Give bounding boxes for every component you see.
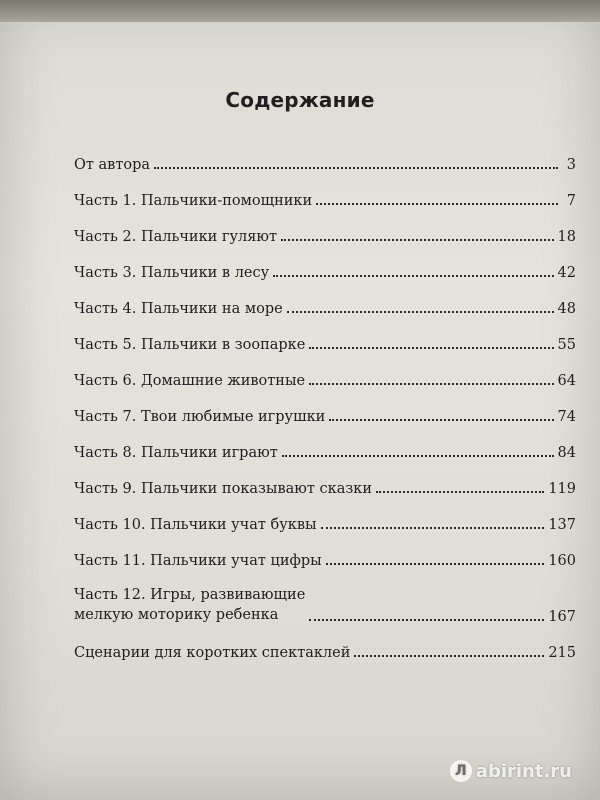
toc-entry <box>74 536 576 572</box>
toc-entry-label: Часть 5. Пальчики в зоопарке <box>74 337 306 353</box>
toc-page-number: 42 <box>557 265 576 281</box>
toc-entry-label: Часть 2. Пальчики гуляют <box>74 229 278 245</box>
dot-leader <box>154 167 558 169</box>
dot-leader <box>309 383 553 385</box>
toc-entry-label: Часть 1. Пальчики-помощники <box>74 193 313 209</box>
toc-page-number: 55 <box>557 337 576 353</box>
toc-entry <box>74 212 576 248</box>
toc-entry-label <box>74 585 305 628</box>
toc-entry-label: Сценарии для коротких спектаклей <box>74 645 351 661</box>
dot-leader <box>281 239 553 241</box>
watermark-text: abirint.ru <box>475 760 572 782</box>
page-title: Содержание <box>225 88 375 112</box>
dot-leader <box>321 527 545 529</box>
toc-entry <box>74 392 576 428</box>
dot-leader <box>376 491 544 493</box>
toc-entry <box>74 248 576 284</box>
dot-leader <box>316 203 558 205</box>
toc-page-number: 7 <box>566 193 576 209</box>
toc-page-number: 3 <box>566 157 576 173</box>
toc-entry-label-line1: Часть 12. Игры, развивающие <box>74 587 306 603</box>
toc-page-number: 48 <box>557 301 576 317</box>
toc-entry <box>74 428 576 464</box>
dot-leader <box>329 419 553 421</box>
toc-entry <box>74 500 576 536</box>
toc-entry <box>74 176 576 212</box>
toc-entry-label: Часть 7. Твои любимые игрушки <box>74 409 326 425</box>
table-of-contents <box>74 140 576 664</box>
dot-leader <box>273 275 553 277</box>
toc-entry <box>74 140 576 176</box>
toc-entry <box>74 356 576 392</box>
watermark <box>450 760 572 782</box>
toc-entry-label: Часть 11. Пальчики учат цифры <box>74 553 322 569</box>
toc-page-number: 167 <box>548 609 576 625</box>
toc-page-number: 18 <box>557 229 576 245</box>
toc-page-number: 215 <box>548 645 576 661</box>
dot-leader <box>287 311 554 313</box>
toc-entry-two-line <box>74 572 576 628</box>
toc-entry-label: От автора <box>74 157 151 173</box>
page-top-shadow <box>0 0 600 22</box>
dot-leader <box>309 619 544 621</box>
dot-leader <box>309 347 553 349</box>
toc-page-number: 119 <box>548 481 576 497</box>
dot-leader <box>326 563 545 565</box>
toc-entry-label-line2: мелкую моторику ребенка <box>74 607 279 623</box>
toc-entry-label: Часть 8. Пальчики играют <box>74 445 278 461</box>
toc-page-number: 74 <box>557 409 576 425</box>
toc-entry <box>74 628 576 664</box>
toc-entry-label: Часть 3. Пальчики в лесу <box>74 265 270 281</box>
labirint-logo-icon: Л <box>450 760 472 782</box>
toc-entry-label: Часть 9. Пальчики показывают сказки <box>74 481 373 497</box>
toc-entry-label: Часть 6. Домашние животные <box>74 373 306 389</box>
dot-leader <box>354 655 544 657</box>
toc-entry <box>74 320 576 356</box>
toc-page-number: 64 <box>557 373 576 389</box>
toc-entry <box>74 284 576 320</box>
toc-page-number: 84 <box>557 445 576 461</box>
toc-entry-label: Часть 4. Пальчики на море <box>74 301 283 317</box>
toc-entry-label: Часть 10. Пальчики учат буквы <box>74 517 317 533</box>
toc-entry <box>74 464 576 500</box>
toc-page-number: 137 <box>548 517 576 533</box>
toc-page-number: 160 <box>548 553 576 569</box>
dot-leader <box>282 455 554 457</box>
